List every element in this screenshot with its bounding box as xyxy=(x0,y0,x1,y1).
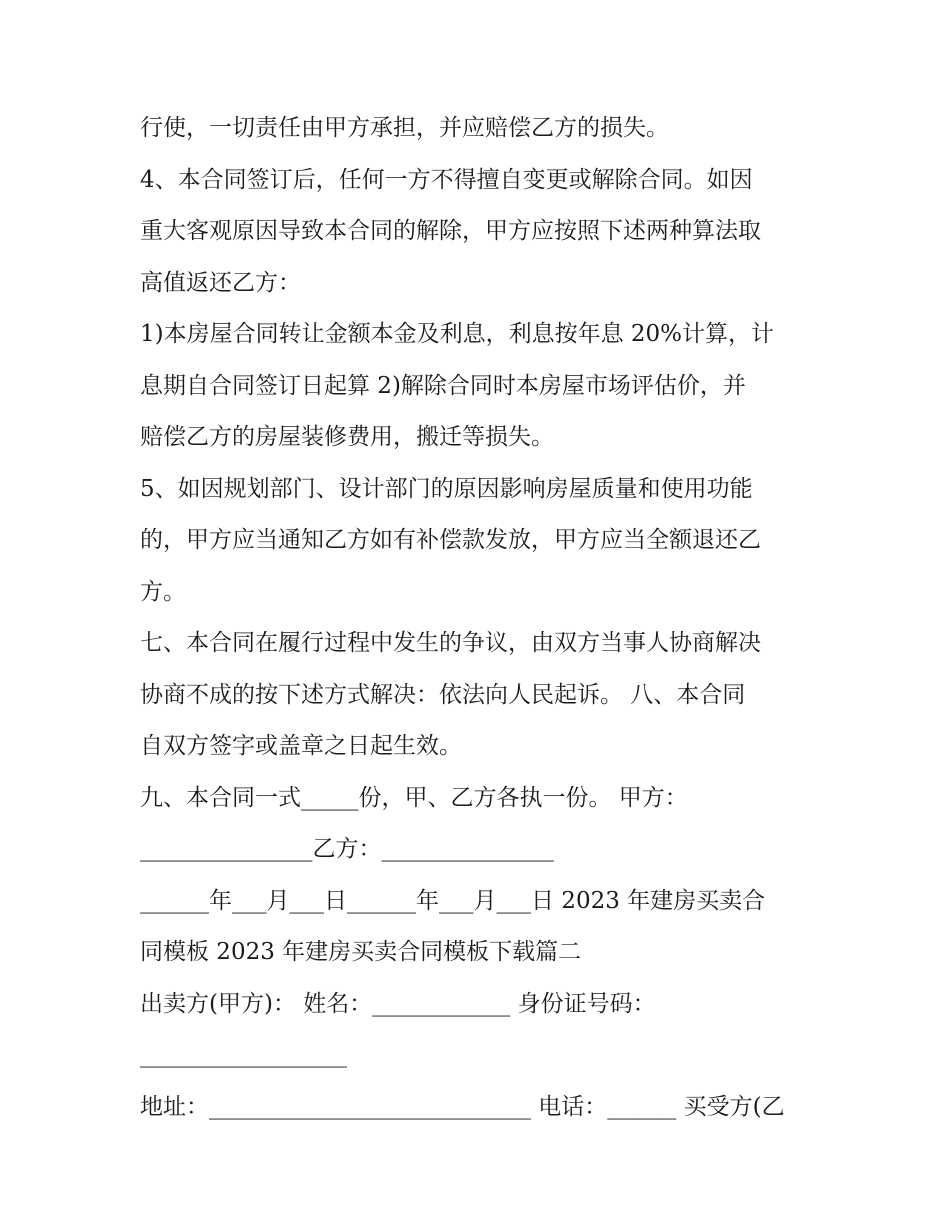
text-line: 4、本合同签订后，任何一方不得擅自变更或解除合同。如因 xyxy=(140,166,753,193)
text-line: 重大客观原因导致本合同的解除，甲方应按照下述两种算法取 xyxy=(140,218,761,244)
text-line: 同模板 2023 年建房买卖合同模板下载篇二 xyxy=(140,939,582,965)
text-line: __________________ xyxy=(140,1042,347,1068)
text-line: 七、本合同在履行过程中发生的争议，由双方当事人协商解决 xyxy=(140,630,761,656)
text-line: ______年___月___日______年___月___日 2023 年建房买卖合 xyxy=(140,887,766,914)
text-line: 行使，一切责任由甲方承担，并应赔偿乙方的损失。 xyxy=(140,115,669,141)
text-line: 息期自合同签订日起算 2)解除合同时本房屋市场评估价，并 xyxy=(140,372,746,399)
text-line: 赔偿乙方的房屋装修费用，搬迁等损失。 xyxy=(140,424,554,450)
text-line: 九、本合同一式_____份，甲、乙方各执一份。 甲方： xyxy=(140,784,688,811)
text-line: 1)本房屋合同转让金额本金及利息，利息按年息 20%计算，计 xyxy=(140,321,775,347)
text-line: 地址：____________________________ 电话：______ 买受方(乙 xyxy=(140,1093,785,1120)
text-line: 自双方签字或盖章之日起生效。 xyxy=(140,733,462,759)
text-line: 5、如因规划部门、设计部门的原因影响房屋质量和使用功能 xyxy=(140,475,753,502)
text-line: _______________乙方：_______________ xyxy=(140,836,554,862)
text-line: 协商不成的按下述方式解决：依法向人民起诉。 八、本合同 xyxy=(140,681,746,708)
text-line: 方。 xyxy=(140,578,186,605)
text-line: 高值返还乙方： xyxy=(140,269,301,296)
text-line: 的，甲方应当通知乙方如有补偿款发放，甲方应当全额退还乙 xyxy=(140,527,761,553)
contract-body-text xyxy=(140,103,820,1133)
text-line: 出卖方(甲方)： 姓名：____________ 身份证号码： xyxy=(140,990,656,1017)
